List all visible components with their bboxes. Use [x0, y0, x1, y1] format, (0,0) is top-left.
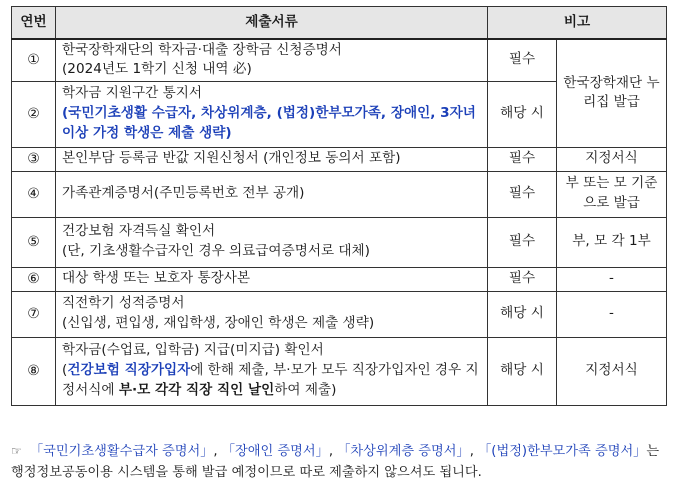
row-note: 지정서식 [557, 337, 667, 405]
doc-detail [62, 361, 481, 400]
table-row [12, 147, 667, 171]
doc-text: 에 한해 제출, 부·모가 모두 직장가입자인 경우 지정서식에 [62, 362, 479, 398]
doc-exemption-note: (국민기초생활 수급자, 차상위계층, (법정)한부모가족, 장애인, 3자녀 이상 가정 학생은 제출 생략) [62, 105, 476, 141]
row-number: ⑦ [12, 291, 56, 337]
row-number: ④ [12, 171, 56, 217]
row-number: ① [12, 39, 56, 81]
footnote-sep: , [328, 444, 334, 459]
doc-line: 직전학기 성적증명서 [62, 295, 185, 312]
row-note: - [557, 291, 667, 337]
row-note: 지정서식 [557, 147, 667, 171]
row-requirement: 필수 [488, 267, 557, 291]
footnote-sep: , [469, 444, 474, 459]
header-remarks: 비고 [488, 7, 667, 40]
footnote-item: 「장애인 증명서」 [221, 444, 329, 459]
row-requirement: 필수 [488, 217, 557, 267]
row-note: 부, 모 각 1부 [557, 217, 667, 267]
row-document: 가족관계증명서(주민등록번호 전부 공개) [56, 171, 488, 217]
table-row [12, 217, 667, 267]
footnote-item: 「국민기초생활수급자 증명서」 [29, 444, 214, 459]
table-header-row [12, 7, 667, 40]
doc-highlight: 건강보험 직장가입자 [67, 362, 191, 379]
row-number: ② [12, 81, 56, 147]
row-number: ⑥ [12, 267, 56, 291]
row-document [56, 291, 488, 337]
table-row [12, 337, 667, 405]
doc-emphasis: 부·모 각각 직장 직인 날인 [118, 381, 275, 398]
footnote-text: 는 행정정보공동이용 시스템을 통해 발급 예정이므로 따로 제출하지 않으셔도 됩니다. [11, 444, 660, 481]
row-document [56, 217, 488, 267]
table-row [12, 39, 667, 81]
row-note-merged: 한국장학재단 누리집 발급 [557, 39, 667, 147]
table-row [12, 171, 667, 217]
row-requirement: 해당 시 [488, 337, 557, 405]
row-note: 부 또는 모 기준으로 발급 [557, 171, 667, 217]
doc-line: 건강보험 자격득실 확인서 [62, 223, 216, 240]
footnote [11, 441, 671, 483]
row-document [56, 337, 488, 405]
row-number: ③ [12, 147, 56, 171]
row-requirement: 해당 시 [488, 291, 557, 337]
footnote-item: 「차상위계층 증명서」 [337, 444, 470, 459]
row-document [56, 81, 488, 147]
row-document: 대상 학생 또는 보호자 통장사본 [56, 267, 488, 291]
table-row [12, 267, 667, 291]
row-number: ⑤ [12, 217, 56, 267]
row-number: ⑧ [12, 337, 56, 405]
footnote-item: 「(법정)한부모가족 증명서」 [478, 444, 647, 459]
doc-line: (2024년도 1학기 신청 내역 必) [62, 61, 252, 78]
doc-line: (단, 기초생활수급자인 경우 의료급여증명서로 대체) [62, 243, 370, 259]
pointing-hand-icon: ☞ [11, 444, 22, 458]
doc-text: 하여 제출) [274, 381, 337, 398]
row-requirement: 필수 [488, 39, 557, 81]
footnote-sep: , [213, 444, 218, 459]
row-document [56, 39, 488, 81]
doc-line: (신입생, 편입생, 재입학생, 장애인 학생은 제출 생략) [62, 315, 375, 331]
row-requirement: 필수 [488, 171, 557, 217]
doc-line: 학자금 지원구간 통지서 [62, 85, 202, 102]
doc-text: ( [62, 362, 68, 379]
row-note: - [557, 267, 667, 291]
document-table [11, 6, 667, 406]
table-row [12, 291, 667, 337]
row-requirement: 필수 [488, 147, 557, 171]
header-number: 연번 [12, 7, 56, 40]
header-documents: 제출서류 [56, 7, 488, 40]
row-document: 본인부담 등록금 반값 지원신청서 (개인정보 동의서 포함) [56, 147, 488, 171]
row-requirement: 해당 시 [488, 81, 557, 147]
doc-line: 한국장학재단의 학자금·대출 장학금 신청증명서 [62, 41, 342, 58]
doc-line: 학자금(수업료, 입학금) 지급(미지급) 확인서 [62, 342, 324, 359]
